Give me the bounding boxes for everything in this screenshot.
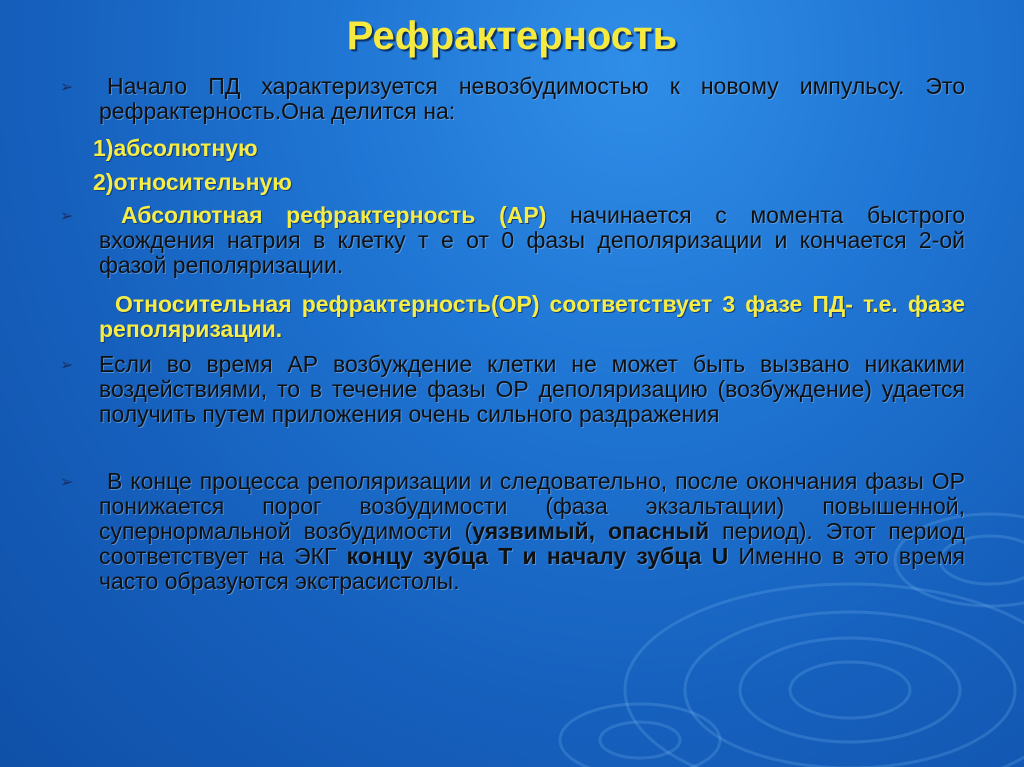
bullet-icon: ➢ <box>60 474 74 491</box>
text-exaltation-start: В конце процесса реполяризации и следовательно, после окончания фазы ОР понижается порог возбудимости (фаза экзальтации) повышенной, супернормальной возбудимости ( <box>99 468 965 544</box>
list-item-relative: 2)относительную <box>93 169 292 195</box>
bullet-icon: ➢ <box>60 208 74 225</box>
paragraph-exaltation <box>99 469 965 594</box>
paragraph-relative-refractoriness: Относительная рефрактерность(ОР) соответствует 3 фазе ПД- т.е. фазе реполяризации. <box>99 291 965 342</box>
text-absolute-refractoriness: начинается с момента быстрого вхождения натрия в клетку т е от 0 фазы деполяризации и кончается 2-ой фазой реполяризации. <box>99 202 965 278</box>
paragraph-excitation: Если во время АР возбуждение клетки не может быть вызвано никакими воздействиями, то в течение фазы ОР деполяризацию (возбуждение) удается получить путем приложения очень сильного раздражения <box>99 351 965 427</box>
bullet-icon: ➢ <box>60 79 74 96</box>
highlight-absolute-refractoriness: Абсолютная рефрактерность (АР) <box>121 202 547 228</box>
paragraph-intro: Начало ПД характеризуется невозбудимостью к новому импульсу. Это рефрактерность.Она делится на: <box>99 73 965 124</box>
slide-title: Рефрактерность <box>346 14 678 58</box>
text-exaltation-end: Именно в это время часто образуются экстрасистолы. <box>99 543 965 594</box>
text-t-u-wave: концу зубца Т и началу зубца U <box>346 543 729 569</box>
list-item-absolute: 1)абсолютную <box>93 135 258 161</box>
text-vulnerable-period: уязвимый, опасный <box>472 518 710 544</box>
bullet-icon: ➢ <box>60 357 74 374</box>
paragraph-absolute-refractoriness <box>99 203 965 278</box>
text-exaltation-middle: период). Этот период соответствует на ЭКГ <box>99 518 965 569</box>
